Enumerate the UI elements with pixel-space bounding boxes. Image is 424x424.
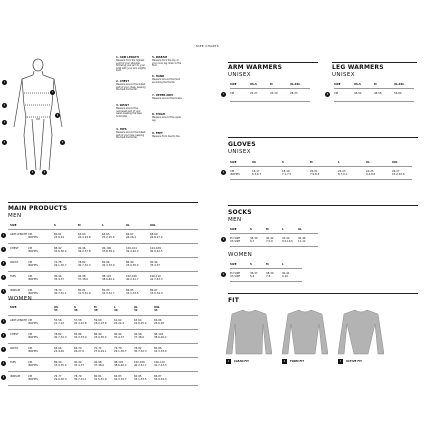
men-head-rule (8, 229, 198, 230)
men-row-rule (8, 271, 198, 272)
socks-men-head-3: L (282, 228, 284, 231)
leg-warmers-cell-0-0: CM (334, 92, 339, 95)
gloves-cell-0-5: 24-25 9.4-9.8 (366, 170, 376, 176)
women-cell-4-0: 76-77 29.9-30.3 (54, 375, 67, 381)
men-cell-0-3: 66-67 26-26.4 (126, 233, 137, 239)
women-head-6: XL 42 (134, 306, 138, 312)
women-cell-3-1: 90-94 35.4-37 (74, 361, 85, 367)
gloves-cell-0-6: 26-27 10.2-10.6 (392, 170, 405, 176)
socks-men-head-2: M (266, 228, 269, 231)
women-head-rule (8, 315, 198, 316)
gloves-cell-0-4: 22-23 8.7-9.1 (338, 170, 348, 176)
socks-men-row-rule (230, 246, 318, 247)
socks-men-cell-0-0: EU SIZE US SIZE (230, 237, 241, 243)
leg-warmers-cell-0-1: 44-52 (354, 92, 362, 95)
fit-number-badge: 1 (227, 360, 230, 363)
women-row-badge: 1 (2, 320, 5, 323)
women-head-5: L 40 (114, 306, 118, 312)
main-products-women-sub: WOMEN (8, 296, 33, 302)
leg-warmers-row-rule (334, 101, 414, 102)
men-row-label-0: ARM LENGTH (10, 233, 28, 236)
leg-warmers-row-badge: 8 (326, 93, 329, 96)
gloves-head-3: M (310, 161, 313, 164)
women-cell-1-0: 78-82 30.7-32.3 (54, 333, 67, 339)
men-cell-1-3: 100-104 39.4-40.9 (126, 247, 139, 253)
women-row-unit-4: CM INCHES (28, 375, 38, 381)
men-row-unit-0: CM INCHES (28, 233, 38, 239)
body-marker-9: 9 (43, 171, 46, 174)
women-row-badge: 4 (2, 362, 5, 365)
men-cell-0-0: 60-61 23.6-24 (54, 233, 65, 239)
arm-warmers-rule (228, 62, 318, 63)
women-row-rule (8, 371, 198, 372)
men-row-rule (8, 257, 198, 258)
socks-rule (228, 205, 418, 206)
leg-warmers-head-2: M (374, 83, 377, 86)
socks-women-sub: WOMEN (228, 252, 253, 258)
arm-warmers-cell-0-3: 28-33 (290, 92, 298, 95)
gloves-head-5: XL (366, 161, 370, 164)
fit-label-1: CLEAN FIT (234, 360, 249, 363)
men-row-rule (8, 243, 198, 244)
arm-warmers-sub: UNISEX (228, 72, 251, 78)
men-row-badge: 2 (2, 248, 5, 251)
men-cell-1-0: 88-92 34.6-36.2 (54, 247, 67, 253)
men-cell-1-1: 92-96 36.2-37.8 (78, 247, 91, 253)
socks-men-row-badge: 9 (222, 238, 225, 241)
socks-women-cell-0-3: 40-41 9-10 (282, 272, 290, 278)
women-cell-0-4: 63-64 24.8-25.2 (134, 319, 147, 325)
women-row-badge: 5 (2, 376, 5, 379)
measure-text-1: Measure from the highest point of your shoulder following your arm to your wrist with your arm slightly bent. (116, 59, 146, 73)
body-marker-5: 5 (31, 171, 34, 174)
men-row-badge: 4 (2, 276, 5, 279)
men-cell-2-3: 86-90 33.9-35.4 (126, 261, 139, 267)
measure-text-3: Measure around the narrowest part of your waist, keeping the tape horizontal. (116, 107, 142, 118)
leg-warmers-rule (332, 62, 417, 63)
measure-text-9: Measure from heel to toe. (152, 135, 181, 138)
men-row-rule (8, 285, 198, 286)
women-cell-2-5: 82-86 32.3-33.9 (154, 347, 167, 353)
women-head-2: XS 34 (54, 306, 58, 312)
measure-text-6: Measure around the hand excluding the thumb. (152, 78, 181, 84)
men-row-unit-1: CM INCHES (28, 247, 38, 253)
women-row-unit-2: CM INCHES (28, 347, 38, 353)
gloves-cell-0-3: 20-21 7.9-8.3 (310, 170, 320, 176)
men-row-badge: 5 (2, 290, 5, 293)
socks-men-cell-0-4: 45-46 11-12 (298, 237, 306, 243)
men-row-unit-3: CM INCHES (28, 275, 38, 281)
men-head-5: XL (126, 224, 130, 227)
women-cell-2-1: 66-70 26-27.6 (74, 347, 85, 353)
men-row-label-4: INSEAM (10, 289, 21, 292)
women-cell-0-3: 61-62 24-24.4 (114, 319, 125, 325)
women-cell-4-5: 86-87 33.9-34.3 (154, 375, 167, 381)
fit-label-3: ACTIVE FIT (346, 360, 362, 363)
women-cell-2-2: 70-74 27.6-29.1 (94, 347, 107, 353)
fit-number-badge: 2 (283, 360, 286, 363)
measure-label-5: 5. INSEAM (152, 56, 168, 59)
women-row-badge: 2 (2, 334, 5, 337)
men-head-6: XXL (150, 224, 156, 227)
men-cell-0-4: 68-69 26.8-27.2 (150, 233, 163, 239)
measure-label-1: 1. ARM LENGTH (116, 56, 139, 59)
women-row-badge: 3 (2, 348, 5, 351)
leg-warmers-head-0: SIZE (334, 83, 341, 86)
women-cell-1-2: 86-90 33.9-35.4 (94, 333, 107, 339)
men-row-label-2: WAIST (10, 261, 19, 264)
socks-title: SOCKS (228, 209, 252, 216)
men-cell-1-4: 104-108 40.9-42.5 (150, 247, 163, 253)
jersey-icon (338, 308, 384, 356)
gloves-head-0: SIZE (230, 161, 237, 164)
men-head-0: SIZE (10, 224, 17, 227)
arm-warmers-cell-0-1: 22-27 (250, 92, 258, 95)
socks-men-head-rule (230, 233, 318, 234)
arm-warmers-head-2: M (270, 83, 273, 86)
men-row-badge: 1 (2, 234, 5, 237)
men-cell-2-4: 90-94 35.4-37 (150, 261, 161, 267)
main-products-title: MAIN PRODUCTS (8, 205, 68, 212)
arm-warmers-head-3: XL-XXL (290, 83, 301, 86)
women-cell-1-3: 90-94 35.4-37 (114, 333, 125, 339)
leg-warmers-head-3: XL-XXL (394, 83, 405, 86)
women-row-label-3: HIPS (10, 361, 16, 364)
leg-warmers-cell-0-3: 52-60 (394, 92, 402, 95)
socks-men-head-4: XL (298, 228, 302, 231)
men-cell-3-2: 98-102 38.6-40.2 (102, 275, 115, 281)
men-head-2: S (54, 224, 56, 227)
gloves-head-6: XXL (392, 161, 398, 164)
gloves-head-rule (230, 166, 412, 167)
body-marker-1: 1 (3, 81, 6, 84)
men-cell-4-0: 78-79 30.7-31.1 (54, 289, 67, 295)
men-cell-0-2: 64-65 25.2-25.6 (102, 233, 115, 239)
men-row-rule (8, 299, 198, 300)
women-cell-1-4: 94-98 37-38.6 (134, 333, 145, 339)
men-cell-4-1: 80-81 31.5-31.9 (78, 289, 91, 295)
women-cell-3-4: 102-106 40.2-41.7 (134, 361, 147, 367)
women-cell-3-3: 98-102 38.6-40.2 (114, 361, 127, 367)
socks-men-head-0: SIZE (230, 228, 237, 231)
gloves-sub: UNISEX (228, 149, 251, 155)
men-cell-3-1: 94-98 37-38.6 (78, 275, 89, 281)
men-cell-2-2: 82-86 32.3-33.9 (102, 261, 115, 267)
leg-warmers-sub: UNISEX (332, 72, 355, 78)
arm-warmers-head-0: SIZE (230, 83, 237, 86)
men-row-label-1: CHEST (10, 247, 19, 250)
women-head-7: XXL 44 (154, 306, 160, 312)
women-cell-2-4: 78-82 30.7-32.3 (134, 347, 147, 353)
gloves-rule (228, 137, 418, 138)
arm-warmers-title: ARM WARMERS (228, 64, 283, 71)
page-title: SIZE CHARTS (196, 44, 219, 48)
gloves-row-rule (230, 179, 412, 180)
socks-women-head-2: M (266, 263, 269, 266)
men-cell-4-2: 82-83 32.3-32.7 (102, 289, 115, 295)
women-row-rule (8, 385, 198, 386)
socks-women-cell-0-0: EU SIZE US SIZE (230, 272, 241, 278)
jersey-icon (282, 308, 328, 356)
men-cell-4-4: 86-87 33.9-34.3 (150, 289, 163, 295)
women-cell-4-1: 78-79 30.7-31.1 (74, 375, 87, 381)
men-head-3: M (78, 224, 81, 227)
socks-men-head-1: S (250, 228, 252, 231)
women-cell-3-5: 106-110 41.7-43.3 (154, 361, 167, 367)
women-cell-0-0: 55-56 21.7-22 (54, 319, 65, 325)
main-products-rule (8, 202, 198, 203)
fit-title: FIT (228, 297, 240, 304)
jersey-icon (226, 308, 272, 356)
gloves-cell-0-0: CM INCHES (230, 170, 240, 176)
leg-warmers-title: LEG WARMERS (332, 64, 384, 71)
socks-women-row-badge: 9 (222, 273, 225, 276)
women-cell-4-3: 82-83 32.3-32.7 (114, 375, 127, 381)
socks-women-cell-0-1: 36-37 5-6 (250, 272, 258, 278)
men-cell-3-0: 90-94 35.4-37 (54, 275, 65, 281)
measure-text-7: Measure around the biceps. (152, 97, 183, 100)
arm-warmers-head-1: XS-S (250, 83, 257, 86)
gloves-cell-0-1: 16-17 6.3-6.7 (252, 170, 262, 176)
socks-women-row-rule (230, 281, 302, 282)
arm-warmers-cell-0-0: CM (230, 92, 235, 95)
socks-women-cell-0-2: 38-39 7-8 (266, 272, 274, 278)
body-marker-3: 3 (3, 121, 6, 124)
women-head-0: SIZE (10, 306, 17, 309)
fit-number-badge: 3 (339, 360, 342, 363)
socks-women-head-1: S (250, 263, 252, 266)
arm-warmers-row-rule (230, 101, 310, 102)
men-cell-2-0: 74-78 29.1-30.7 (54, 261, 67, 267)
measure-text-5: Measure from the top of your inner leg down to the floor. (152, 59, 182, 68)
women-row-unit-0: CM INCHES (28, 319, 38, 325)
women-cell-2-0: 62-66 24.4-26 (54, 347, 65, 353)
women-row-rule (8, 329, 198, 330)
men-head-4: L (102, 224, 104, 227)
measure-label-3: 3. WAIST (116, 104, 130, 107)
body-marker-2: 2 (3, 104, 6, 107)
women-head-3: S 36 (74, 306, 78, 312)
men-cell-3-3: 102-106 40.2-41.7 (126, 275, 139, 281)
men-cell-3-4: 106-110 41.7-43.3 (150, 275, 163, 281)
socks-women-head-0: SIZE (230, 263, 237, 266)
men-cell-1-2: 96-100 37.8-39.4 (102, 247, 115, 253)
main-products-men-sub: MEN (8, 213, 22, 219)
gloves-head-2: S (282, 161, 284, 164)
socks-men-sub: MEN (228, 217, 242, 223)
body-marker-8: 8 (61, 141, 64, 144)
socks-women-head-3: L (282, 263, 284, 266)
men-row-unit-2: CM INCHES (28, 261, 38, 267)
women-row-unit-1: CM INCHES (28, 333, 38, 339)
gloves-head-1: XS (252, 161, 256, 164)
leg-warmers-cell-0-2: 48-56 (374, 92, 382, 95)
men-cell-2-1: 78-82 30.7-32.3 (78, 261, 91, 267)
measure-label-4: 4. HIPS (116, 128, 127, 131)
women-cell-0-1: 57-58 22.4-22.8 (74, 319, 87, 325)
arm-warmers-head-rule (230, 88, 310, 89)
gloves-head-4: L (338, 161, 340, 164)
measure-label-6: 6. HAND (152, 75, 165, 78)
women-row-label-0: ARM LENGTH (10, 319, 28, 322)
women-cell-4-4: 84-85 33.1-33.5 (134, 375, 147, 381)
women-cell-2-3: 74-78 29.1-30.7 (114, 347, 127, 353)
body-marker-6: 6 (56, 114, 59, 117)
gloves-title: GLOVES (228, 141, 256, 148)
measure-label-2: 2. CHEST (116, 80, 130, 83)
measure-text-8: Measure around the upper leg. (152, 116, 182, 122)
measure-label-7: 7. UPPER ARM (152, 94, 173, 97)
women-row-rule (8, 343, 198, 344)
women-row-unit-3: CM INCHES (28, 361, 38, 367)
leg-warmers-head-rule (334, 88, 414, 89)
body-marker-7: 7 (51, 91, 54, 94)
socks-men-cell-0-3: 43-44 9.5-10.5 (282, 237, 293, 243)
women-cell-3-0: 86-90 33.9-35.4 (54, 361, 67, 367)
measure-text-4: Measure around the fullest part of your hips, keeping the tape horizontal. (116, 131, 146, 140)
women-cell-0-2: 59-60 23.2-23.6 (94, 319, 107, 325)
leg-warmers-head-1: XS-S (354, 83, 361, 86)
women-cell-3-2: 94-98 37-38.6 (94, 361, 105, 367)
socks-women-head-rule (230, 268, 302, 269)
men-cell-0-1: 62-63 24.4-24.8 (78, 233, 91, 239)
arm-warmers-row-badge: 7 (222, 93, 225, 96)
socks-men-cell-0-1: 38-39 6-7 (250, 237, 258, 243)
women-head-4: M 38 (94, 306, 98, 312)
women-row-label-1: CHEST (10, 333, 19, 336)
measure-label-8: 8. THIGH (152, 113, 165, 116)
arm-warmers-cell-0-2: 25-30 (270, 92, 278, 95)
men-row-badge: 3 (2, 262, 5, 265)
measure-text-2: Measure around the fullest part of your chest, keeping the tape horizontal. (116, 83, 146, 92)
women-cell-1-5: 98-102 38.6-40.2 (154, 333, 167, 339)
women-cell-4-2: 80-81 31.5-31.9 (94, 375, 107, 381)
men-cell-4-3: 84-85 33.1-33.5 (126, 289, 139, 295)
fit-rule (228, 293, 418, 294)
women-cell-1-1: 82-86 32.3-33.9 (74, 333, 87, 339)
body-marker-4: 4 (3, 141, 6, 144)
women-row-rule (8, 357, 198, 358)
gloves-row-badge: 6 (222, 171, 225, 174)
men-row-unit-4: CM INCHES (28, 289, 38, 295)
women-cell-0-5: 65-66 25.6-26 (154, 319, 165, 325)
women-row-label-2: WAIST (10, 347, 19, 350)
men-row-label-3: HIPS (10, 275, 16, 278)
women-row-label-4: INSEAM (10, 375, 21, 378)
fit-label-2: FORM FIT (290, 360, 304, 363)
gloves-cell-0-2: 18-19 7.1-7.5 (282, 170, 292, 176)
measure-label-9: 9. FEET (152, 132, 163, 135)
socks-men-cell-0-2: 40-42 7.5-9 (266, 237, 274, 243)
